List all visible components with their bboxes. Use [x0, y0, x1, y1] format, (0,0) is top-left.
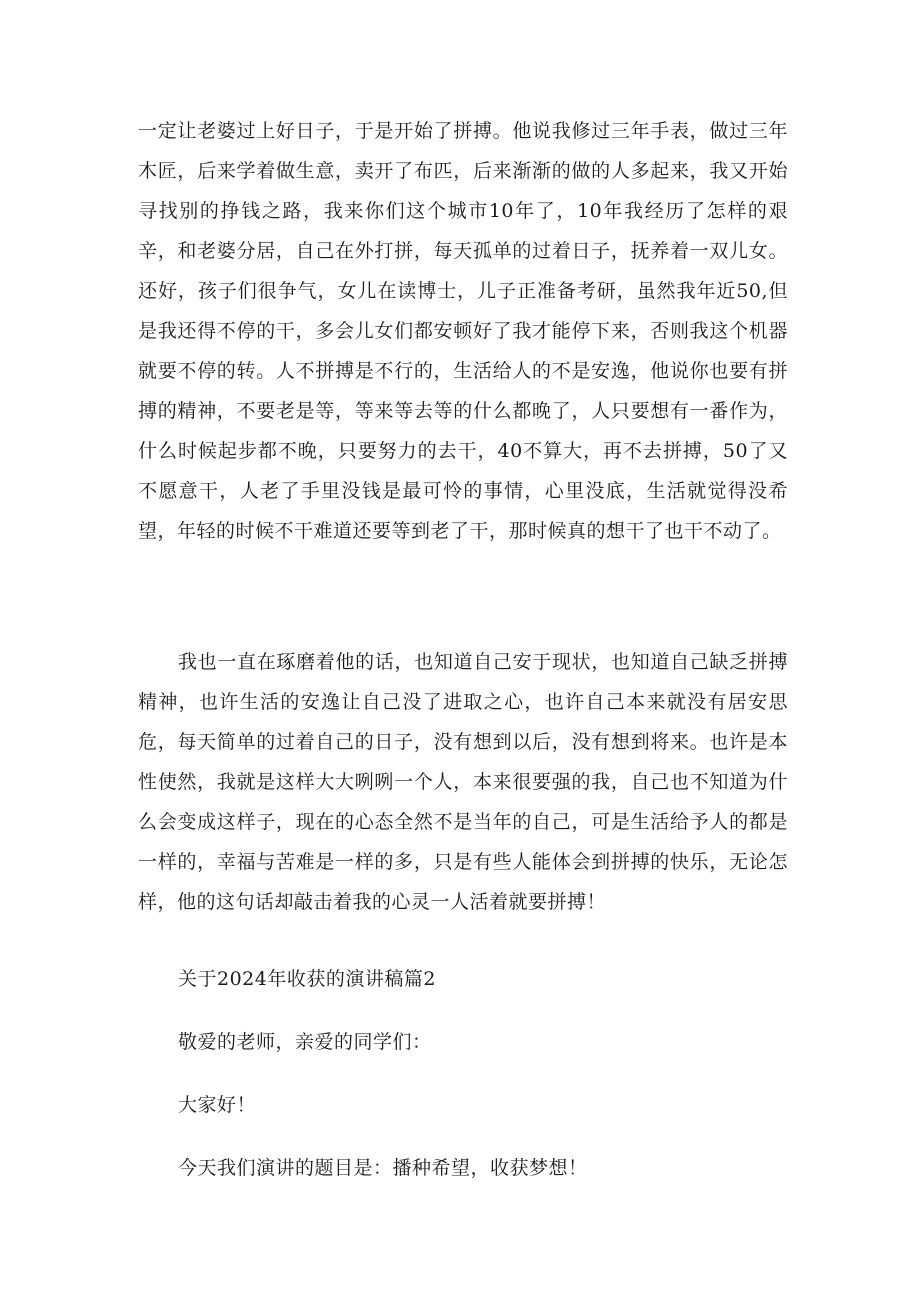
body-paragraph-1: 一定让老婆过上好日子，于是开始了拼搏。他说我修过三年手表，做过三年木匠，后来学着做生意，卖开了布匹，后来渐渐的做的人多起来，我又开始寻找别的挣钱之路，我来你们这个城市10年了，10年我经历了怎样的艰辛，和老婆分居，自己在外打拼，每天孤单的过着日子，抚养着一双儿女。还好，孩子们很争气，女儿在读博士，儿子正准备考研，虽然我年近50,但是我还得不停的干，多会儿女们都安顿好了我才能停下来，否则我这个机器就要不停的转。人不拼搏是不行的，生活给人的不是安逸，他说你也要有拼搏的精神，不要老是等，等来等去等的什么都晚了，人只要想有一番作为，什么时候起步都不晚，只要努力的去干，40不算大，再不去拼搏，50了又不愿意干，人老了手里没钱是最可怜的事情，心里没底，生活就觉得没希望，年轻的时候不干难道还要等到老了干，那时候真的想干了也干不动了。	[138, 120, 788, 542]
speech-topic-line: 今天我们演讲的题目是：播种希望，收获梦想！	[178, 1157, 588, 1179]
greeting-line: 大家好！	[178, 1094, 257, 1116]
body-paragraph-2: 我也一直在琢磨着他的话，也知道自己安于现状，也知道自己缺乏拼搏精神，也许生活的安逸让自己没了进取之心，也许自己本来就没有居安思危，每天简单的过着自己的日子，没有想到以后，没有想到将来。也许是本性使然，我就是这样大大咧咧一个人，本来很要强的我，自己也不知道为什么会变成这样子，现在的心态全然不是当年的自己，可是生活给予人的都是一样的，幸福与苦难是一样的多，只是有些人能体会到拼搏的快乐，无论怎样，他的这句话却敲击着我的心灵一人活着就要拼搏！	[138, 651, 788, 913]
section-heading: 关于2024年收获的演讲稿篇2	[178, 968, 436, 990]
salutation-line: 敬爱的老师，亲爱的同学们：	[178, 1031, 432, 1053]
